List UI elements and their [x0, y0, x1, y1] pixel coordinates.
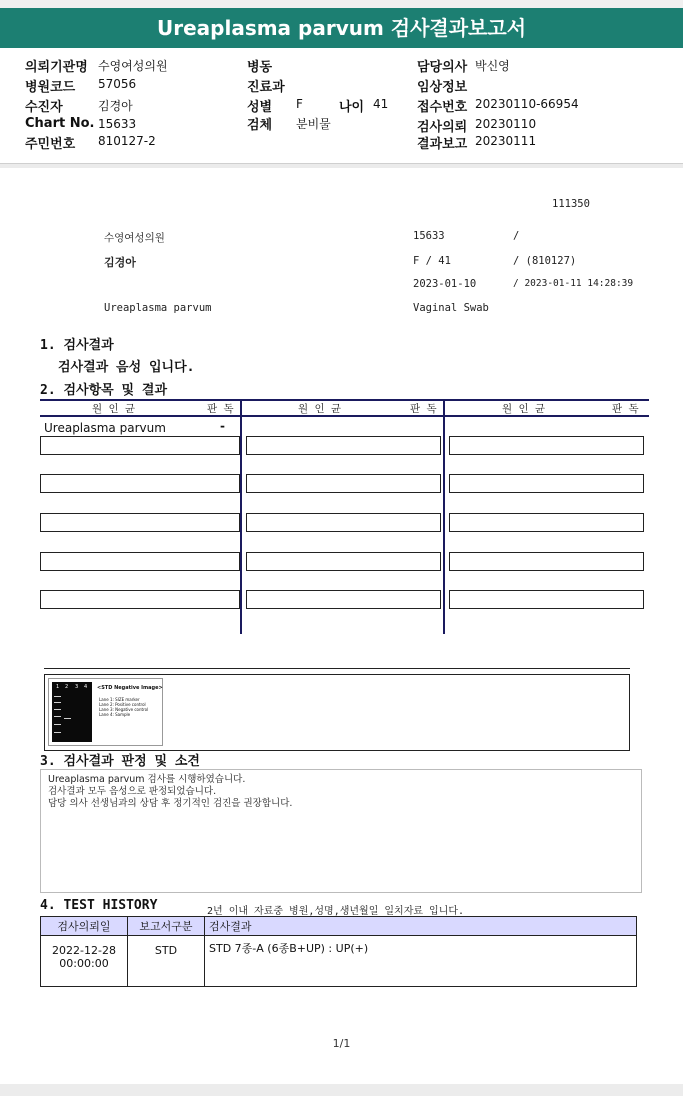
result-item-reading: - — [220, 419, 225, 433]
col3-organism-header: 원 인 균 — [502, 403, 546, 415]
gel-legend-item: Lane 4: Sample — [99, 712, 131, 717]
pb-name: 김경아 — [104, 256, 136, 269]
top-strip — [0, 0, 683, 8]
value-chart-no: 15633 — [98, 117, 137, 131]
result-cell — [40, 590, 240, 609]
result-cell — [40, 513, 240, 532]
label-age: 나이 — [339, 100, 365, 115]
gel-band — [64, 718, 71, 719]
value-specimen: 분비물 — [296, 117, 331, 131]
result-cell — [246, 436, 441, 455]
result-cell — [449, 436, 644, 455]
gel-band — [54, 724, 61, 725]
col2-organism-header: 원 인 균 — [298, 403, 342, 415]
gel-band — [54, 732, 61, 733]
grid-divider-1 — [240, 399, 242, 634]
gel-legend-item: Lane 2: Positive control — [99, 702, 146, 707]
result-cell — [40, 552, 240, 571]
result-cell — [246, 590, 441, 609]
gel-band — [54, 709, 61, 710]
result-cell — [246, 552, 441, 571]
pb-specimen: Vaginal Swab — [413, 302, 489, 314]
value-sex: F — [296, 97, 303, 111]
gel-lane-label: 3 — [75, 684, 79, 690]
value-accession-no: 20230110-66954 — [475, 97, 579, 111]
gel-caption: <STD Negative Image> — [97, 685, 163, 691]
pb-slash: / — [513, 230, 520, 242]
gel-image — [48, 678, 163, 746]
label-department: 진료과 — [247, 80, 285, 95]
opinion-line: 검사결과 모두 음성으로 판정되었습니다. — [48, 786, 217, 797]
pb-report-datetime: / 2023-01-11 14:28:39 — [513, 278, 634, 289]
label-sex: 성별 — [247, 100, 273, 115]
history-col-result: 검사결과 — [205, 917, 637, 936]
grid-header-line — [40, 415, 649, 417]
pb-birth: / (810127) — [513, 255, 577, 267]
result-item-organism: Ureaplasma parvum — [44, 421, 166, 435]
col3-reading-header: 판 독 — [612, 403, 639, 415]
history-date: 2022-12-28 — [52, 944, 116, 957]
section1-title: 1. 검사결과 — [40, 338, 114, 353]
value-age: 41 — [373, 97, 389, 111]
label-ward: 병동 — [247, 60, 273, 75]
label-requesting-institution: 의뢰기관명 — [25, 60, 88, 75]
section1-result: 검사결과 음성 입니다. — [58, 360, 195, 375]
header-separator — [0, 164, 683, 168]
label-chart-no: Chart No. — [25, 116, 95, 131]
label-resident-no: 주민번호 — [25, 137, 76, 152]
pb-request-date: 2023-01-10 — [413, 278, 477, 290]
gel-lane-label: 4 — [84, 684, 88, 690]
pb-hospital: 수영여성의원 — [104, 232, 165, 244]
bottom-strip — [0, 1084, 683, 1096]
gel-band — [54, 702, 61, 703]
value-report-date: 20230111 — [475, 134, 537, 148]
gel-lane-label: 1 — [56, 684, 60, 690]
history-col-type: 보고서구분 — [128, 917, 205, 936]
label-report-date: 결과보고 — [417, 137, 468, 152]
result-cell — [246, 474, 441, 493]
report-code: 111350 — [552, 198, 590, 210]
page-number: 1/1 — [332, 1037, 351, 1050]
gel-band — [54, 696, 61, 697]
col2-reading-header: 판 독 — [410, 403, 437, 415]
history-note: 2년 이내 자료중 병원,성명,생년월일 일치자료 입니다. — [207, 906, 465, 917]
image-top-rule — [44, 668, 630, 669]
section4-title: 4. TEST HISTORY — [40, 898, 158, 913]
gel-legend-item: Lane 3: Negative control — [99, 707, 149, 712]
history-time: 00:00:00 — [59, 957, 109, 970]
value-requesting-institution: 수영여성의원 — [98, 59, 168, 73]
value-request-date: 20230110 — [475, 117, 537, 131]
result-cell — [449, 552, 644, 571]
result-cell — [449, 590, 644, 609]
result-cell — [40, 474, 240, 493]
pb-test-name: Ureaplasma parvum — [104, 302, 212, 314]
history-table — [40, 916, 637, 987]
label-doctor: 담당의사 — [417, 60, 468, 75]
label-clinical-info: 임상정보 — [417, 80, 468, 95]
value-doctor: 박신영 — [475, 59, 510, 73]
pb-sex-age: F / 41 — [413, 255, 451, 267]
grid-divider-2 — [443, 399, 445, 634]
label-specimen: 검체 — [247, 118, 273, 133]
col1-organism-header: 원 인 균 — [92, 403, 136, 415]
value-hospital-code: 57056 — [98, 77, 137, 91]
gel-band — [54, 716, 61, 717]
result-cell — [40, 436, 240, 455]
gel-photo — [52, 682, 92, 742]
value-resident-no: 810127-2 — [98, 134, 156, 148]
opinion-box — [40, 769, 642, 893]
history-result: STD 7종-A (6종B+UP) : UP(+) — [205, 936, 637, 987]
label-request-date: 검사의뢰 — [417, 120, 468, 135]
gel-legend-item: Lane 1: SIZE marker — [99, 697, 140, 702]
section3-title: 3. 검사결과 판정 및 소견 — [40, 754, 200, 769]
col1-reading-header: 판 독 — [207, 403, 234, 415]
section2-title: 2. 검사항목 및 결과 — [40, 383, 168, 398]
pb-chart: 15633 — [413, 230, 445, 242]
result-cell — [246, 513, 441, 532]
opinion-line: Ureaplasma parvum 검사를 시행하였습니다. — [48, 774, 246, 785]
gel-lane-label: 2 — [65, 684, 69, 690]
result-cell — [449, 513, 644, 532]
result-cell — [449, 474, 644, 493]
opinion-line: 담당 의사 선생님과의 상담 후 정기적인 검진을 권장합니다. — [48, 798, 293, 809]
label-hospital-code: 병원코드 — [25, 80, 76, 95]
table-row — [41, 936, 637, 987]
history-type: STD — [128, 936, 205, 987]
history-date-cell — [41, 936, 128, 987]
value-patient: 김경아 — [98, 99, 133, 113]
report-title: Ureaplasma parvum 검사결과보고서 — [0, 8, 683, 48]
label-patient: 수진자 — [25, 100, 63, 115]
history-col-date: 검사의뢰일 — [41, 917, 128, 936]
label-accession-no: 접수번호 — [417, 100, 468, 115]
